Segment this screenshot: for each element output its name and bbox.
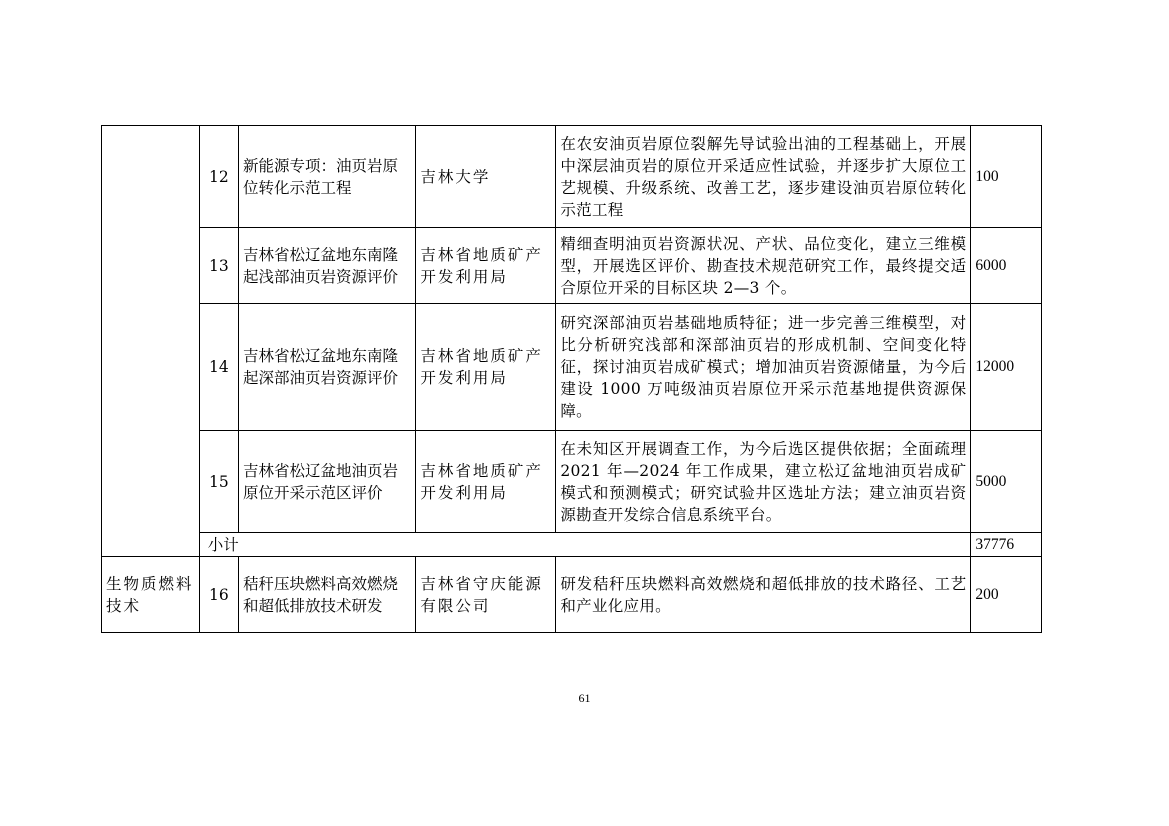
funding-amount: 12000 <box>971 304 1042 431</box>
responsible-unit: 吉林省地质矿产开发利用局 <box>416 304 556 431</box>
row-number: 16 <box>199 557 238 633</box>
funding-amount: 200 <box>971 557 1042 633</box>
responsible-unit: 吉林省地质矿产开发利用局 <box>416 431 556 533</box>
project-content: 研发秸秆压块燃料高效燃烧和超低排放的技术路径、工艺和产业化应用。 <box>556 557 971 633</box>
table-row <box>102 304 1042 431</box>
funding-amount: 100 <box>971 126 1042 228</box>
category-cell: 生物质燃料技术 <box>102 557 200 633</box>
page-number: 61 <box>578 691 591 705</box>
project-content: 在农安油页岩原位裂解先导试验出油的工程基础上，开展中深层油页岩的原位开采适应性试验，并逐步扩大原位工艺规模、升级系统、改善工艺，逐步建设油页岩原位转化示范工程 <box>556 126 971 228</box>
table-row <box>102 228 1042 304</box>
row-number: 14 <box>199 304 238 431</box>
row-number: 13 <box>199 228 238 304</box>
table-row <box>102 557 1042 633</box>
project-name: 秸秆压块燃料高效燃烧和超低排放技术研发 <box>239 557 416 633</box>
project-table <box>101 125 1042 633</box>
project-name: 新能源专项：油页岩原位转化示范工程 <box>239 126 416 228</box>
responsible-unit: 吉林省守庆能源有限公司 <box>416 557 556 633</box>
row-number: 15 <box>199 431 238 533</box>
subtotal-label: 小计 <box>199 533 971 557</box>
responsible-unit: 吉林大学 <box>416 126 556 228</box>
responsible-unit: 吉林省地质矿产开发利用局 <box>416 228 556 304</box>
subtotal-amount: 37776 <box>971 533 1042 557</box>
project-content: 在未知区开展调查工作，为今后选区提供依据；全面疏理 2021 年—2024 年工作成果，建立松辽盆地油页岩成矿模式和预测模式；研究试验井区选址方法；建立油页岩资源勘查开发综合信息系统平台。 <box>556 431 971 533</box>
project-name: 吉林省松辽盆地东南隆起深部油页岩资源评价 <box>239 304 416 431</box>
subtotal-row <box>102 533 1042 557</box>
project-name: 吉林省松辽盆地东南隆起浅部油页岩资源评价 <box>239 228 416 304</box>
project-content: 精细查明油页岩资源状况、产状、品位变化，建立三维模型，开展选区评价、勘查技术规范研究工作，最终提交适合原位开采的目标区块 2—3 个。 <box>556 228 971 304</box>
project-name: 吉林省松辽盆地油页岩原位开采示范区评价 <box>239 431 416 533</box>
project-content: 研究深部油页岩基础地质特征；进一步完善三维模型，对比分析研究浅部和深部油页岩的形成机制、空间变化特征，探讨油页岩成矿模式；增加油页岩资源储量，为今后建设 1000 万吨级油页岩原位开采示范基地提供资源保障。 <box>556 304 971 431</box>
funding-amount: 5000 <box>971 431 1042 533</box>
funding-amount: 6000 <box>971 228 1042 304</box>
category-cell-empty <box>102 126 200 557</box>
table-row <box>102 431 1042 533</box>
table-row <box>102 126 1042 228</box>
row-number: 12 <box>199 126 238 228</box>
